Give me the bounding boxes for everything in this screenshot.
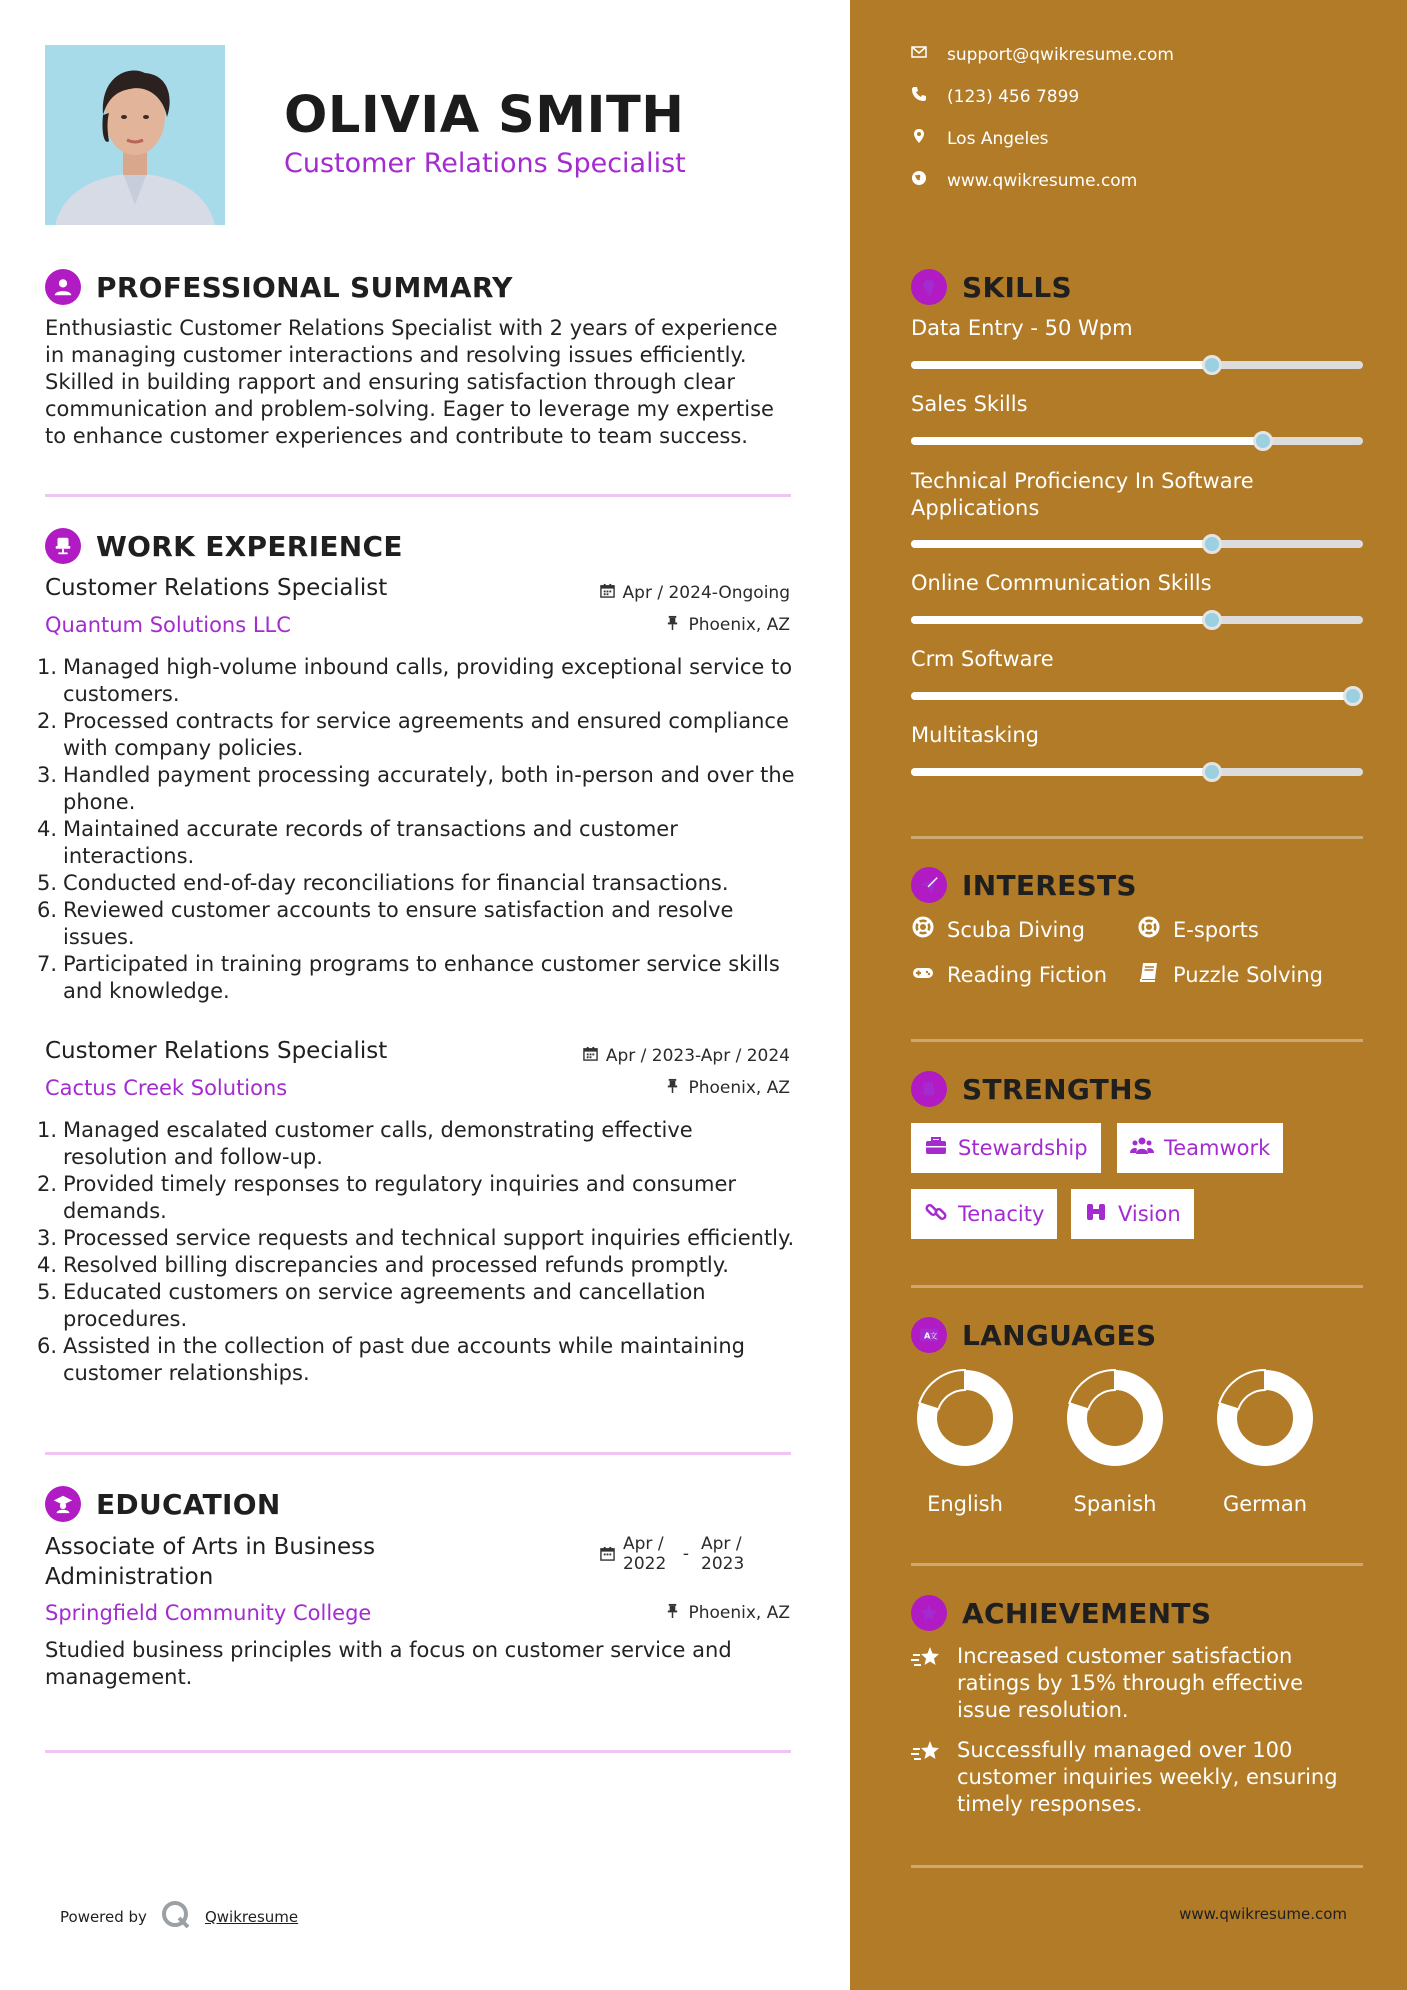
lifebuoy-icon	[1137, 915, 1161, 944]
achievement-text: Successfully managed over 100 customer inquiries weekly, ensuring timely responses.	[957, 1738, 1338, 1816]
divider	[911, 1039, 1363, 1042]
language-label: Spanish	[1073, 1492, 1157, 1516]
duty-item	[37, 897, 797, 951]
lightbulb-icon	[911, 269, 947, 305]
duty-number: 2.	[37, 1172, 58, 1196]
svg-text:A: A	[923, 1330, 931, 1341]
duty-number: 6.	[37, 898, 58, 922]
skill-bar-knob	[1343, 686, 1363, 706]
duty-text: Provided timely responses to regulatory inquiries and consumer demands.	[63, 1172, 736, 1223]
interest-item	[1137, 915, 1259, 944]
duty-text: Processed contracts for service agreements and ensured compliance with company policies.	[63, 709, 789, 760]
duty-item	[37, 654, 797, 708]
divider	[911, 1563, 1363, 1566]
duty-number: 7.	[37, 952, 58, 976]
interest-label: E-sports	[1173, 917, 1259, 942]
education-heading	[45, 1486, 281, 1522]
language-donut	[915, 1368, 1015, 1468]
duty-item	[37, 708, 797, 762]
users-icon	[1130, 1134, 1154, 1163]
skill-bar-fill	[911, 692, 1363, 700]
divider	[911, 836, 1363, 839]
skill-bar-fill	[911, 361, 1212, 369]
duty-number: 4.	[37, 1253, 58, 1277]
language-donut	[1215, 1368, 1315, 1468]
language-item	[910, 1368, 1020, 1516]
duty-text: Educated customers on service agreements and cancellation procedures.	[63, 1280, 706, 1331]
lifebuoy-icon	[911, 915, 935, 944]
shooting-star-icon	[911, 1737, 943, 1818]
calendar-icon	[600, 1546, 615, 1574]
shooting-star-icon	[911, 1643, 943, 1724]
calendar-icon	[583, 1046, 598, 1066]
duty-number: 1.	[37, 1118, 58, 1142]
briefcase-icon	[924, 1134, 948, 1163]
job-dates	[583, 1046, 790, 1066]
skill-name: Data Entry - 50 Wpm	[911, 316, 1133, 340]
skill-bar-fill	[911, 616, 1212, 624]
interest-label: Scuba Diving	[947, 917, 1085, 942]
link-icon	[924, 1200, 948, 1229]
skill-name: Online Communication Skills	[911, 571, 1212, 595]
duty-number: 1.	[37, 655, 58, 679]
strengths-heading	[911, 1071, 1153, 1107]
interest-item	[911, 915, 1085, 944]
duty-item	[37, 762, 797, 816]
duty-text: Participated in training programs to enhance customer service skills and knowledge.	[63, 952, 780, 1003]
job-dates-text: Apr / 2023-Apr / 2024	[605, 1046, 790, 1066]
contact-location-text: Los Angeles	[947, 128, 1049, 149]
translate-icon	[911, 1317, 947, 1353]
duty-item	[37, 1333, 797, 1387]
skill-name: Technical Proficiency In Software Applications	[911, 469, 1254, 520]
skill-bar	[911, 768, 1363, 776]
job-dates-text: Apr / 2024-Ongoing	[622, 583, 790, 603]
duty-text: Managed escalated customer calls, demonstrating effective resolution and follow-up.	[63, 1118, 693, 1169]
summary-text: Enthusiastic Customer Relations Specialist with 2 years of experience in managing customer interactions and resolving issues efficiently. Skilled in building rapport and ensuring satisfaction through clear communication and problem-solving. Eager to leverage my expertise to enhance customer experiences and contribute to team success.	[45, 316, 778, 448]
strength-tag	[1071, 1189, 1194, 1239]
duty-number: 6.	[37, 1334, 58, 1358]
candidate-title: Customer Relations Specialist	[284, 148, 686, 179]
duty-item	[37, 816, 797, 870]
strength-tag	[911, 1189, 1057, 1239]
skill-name: Multitasking	[911, 723, 1040, 747]
achievements-heading-label: ACHIEVEMENTS	[962, 1596, 1212, 1630]
skill-bar-knob	[1253, 431, 1273, 451]
contact-email-text[interactable]: support@qwikresume.com	[947, 44, 1174, 65]
powered-by-label: Powered by	[60, 1908, 147, 1926]
globe-icon	[911, 170, 927, 191]
language-item	[1210, 1368, 1320, 1516]
duty-number: 5.	[37, 871, 58, 895]
job-title: Customer Relations Specialist	[45, 575, 388, 601]
chair-icon	[45, 528, 81, 564]
interest-item	[911, 960, 1107, 989]
calendar-icon	[600, 583, 615, 603]
skills-heading	[911, 269, 1072, 305]
interest-label: Puzzle Solving	[1173, 962, 1323, 987]
map-marker-icon	[911, 128, 927, 149]
divider	[911, 1285, 1363, 1288]
skill-bar	[911, 692, 1363, 700]
star-badge-icon	[911, 1595, 947, 1631]
svg-text:文: 文	[929, 1331, 938, 1341]
degree: Associate of Arts in Business Administration	[45, 1534, 376, 1590]
education-location-text: Phoenix, AZ	[688, 1603, 790, 1623]
achievement-item	[911, 1737, 1363, 1818]
duty-text: Managed high-volume inbound calls, providing exceptional service to customers.	[63, 655, 793, 706]
contact-website-text[interactable]: www.qwikresume.com	[947, 170, 1138, 191]
graduate-icon	[45, 1486, 81, 1522]
duty-text: Conducted end-of-day reconciliations for financial transactions.	[63, 871, 729, 895]
job-duties-list	[37, 1117, 797, 1387]
duty-item	[37, 1225, 797, 1252]
envelope-icon	[911, 44, 927, 65]
language-label: English	[927, 1492, 1003, 1516]
date-separator: -	[682, 1544, 690, 1564]
interests-heading	[911, 867, 1137, 903]
experience-heading-label: WORK EXPERIENCE	[96, 529, 403, 563]
contact-phone	[911, 86, 1079, 107]
paper-plane-icon	[911, 867, 947, 903]
languages-heading	[911, 1317, 1156, 1353]
duty-item	[37, 1279, 797, 1333]
languages-heading-label: LANGUAGES	[962, 1318, 1157, 1352]
education-location	[665, 1603, 790, 1623]
job-location	[665, 615, 790, 635]
book-icon	[1137, 960, 1161, 989]
job-location	[665, 1078, 790, 1098]
skill-name: Crm Software	[911, 647, 1054, 671]
education-end: Apr / 2023	[701, 1534, 745, 1574]
contact-phone-text: (123) 456 7899	[947, 86, 1080, 107]
school-name: Springfield Community College	[45, 1601, 372, 1625]
language-item	[1060, 1368, 1170, 1516]
skill-bar	[911, 437, 1363, 445]
pin-icon	[665, 1078, 680, 1098]
divider	[45, 1452, 791, 1455]
interest-label: Reading Fiction	[947, 962, 1108, 987]
duty-number: 2.	[37, 709, 58, 733]
duty-number: 3.	[37, 763, 58, 787]
duty-text: Assisted in the collection of past due accounts while maintaining customer relationships.	[63, 1334, 745, 1385]
strength-label: Teamwork	[1164, 1136, 1271, 1160]
duty-text: Resolved billing discrepancies and processed refunds promptly.	[63, 1253, 729, 1277]
skill-name: Sales Skills	[911, 392, 1028, 416]
contact-location	[911, 128, 1049, 149]
achievement-item	[911, 1643, 1363, 1724]
candidate-name: OLIVIA SMITH	[284, 86, 685, 145]
company-name: Cactus Creek Solutions	[45, 1076, 288, 1100]
duty-item	[37, 1252, 797, 1279]
skill-bar	[911, 540, 1363, 548]
footer-website[interactable]: www.qwikresume.com	[1179, 1905, 1347, 1923]
strength-label: Stewardship	[958, 1136, 1088, 1160]
qwikresume-logo-icon	[161, 1900, 191, 1934]
divider	[45, 494, 791, 497]
duty-number: 4.	[37, 817, 58, 841]
education-heading-label: EDUCATION	[96, 1487, 281, 1521]
interest-item	[1137, 960, 1323, 989]
skill-bar	[911, 616, 1363, 624]
job-location-text: Phoenix, AZ	[688, 615, 790, 635]
contact-email	[911, 44, 1174, 65]
job-dates	[600, 583, 790, 603]
education-text: Studied business principles with a focus on customer service and management.	[45, 1638, 732, 1689]
experience-heading	[45, 528, 403, 564]
education-dates	[600, 1534, 749, 1574]
strength-tag	[911, 1123, 1101, 1173]
language-label: German	[1222, 1492, 1308, 1516]
divider	[911, 1865, 1363, 1868]
qwikresume-link[interactable]: Qwikresume	[204, 1908, 299, 1926]
duty-item	[37, 951, 797, 1005]
achievement-text: Increased customer satisfaction ratings by 15% through effective issue resolution.	[957, 1644, 1304, 1722]
duty-number: 5.	[37, 1280, 58, 1304]
profile-photo	[45, 45, 225, 225]
summary-heading-label: PROFESSIONAL SUMMARY	[96, 270, 513, 304]
strength-label: Vision	[1118, 1202, 1181, 1226]
pin-icon	[665, 1603, 680, 1623]
education-start: Apr / 2022	[623, 1534, 667, 1574]
gamepad-icon	[911, 960, 935, 989]
duty-text: Handled payment processing accurately, both in-person and over the phone.	[63, 763, 795, 814]
duty-text: Maintained accurate records of transactions and customer interactions.	[63, 817, 678, 868]
divider	[45, 1750, 791, 1753]
skill-bar-fill	[911, 768, 1212, 776]
skill-bar	[911, 361, 1363, 369]
strengths-heading-label: STRENGTHS	[962, 1072, 1154, 1106]
duty-number: 3.	[37, 1226, 58, 1250]
interests-heading-label: INTERESTS	[962, 868, 1137, 902]
pin-icon	[665, 615, 680, 635]
binoculars-icon	[1084, 1200, 1108, 1229]
fist-icon	[911, 1071, 947, 1107]
duty-text: Processed service requests and technical support inquiries efficiently.	[63, 1226, 795, 1250]
duty-item	[37, 1117, 797, 1171]
job-duties-list	[37, 654, 797, 1005]
skill-bar-fill	[911, 437, 1263, 445]
job-title: Customer Relations Specialist	[45, 1038, 388, 1064]
skills-heading-label: SKILLS	[962, 270, 1072, 304]
strength-label: Tenacity	[958, 1202, 1045, 1226]
skill-bar-fill	[911, 540, 1212, 548]
user-icon	[45, 269, 81, 305]
summary-heading	[45, 269, 513, 305]
duty-item	[37, 1171, 797, 1225]
powered-by	[60, 1900, 298, 1934]
language-donut	[1065, 1368, 1165, 1468]
job-location-text: Phoenix, AZ	[688, 1078, 790, 1098]
company-name: Quantum Solutions LLC	[45, 613, 291, 637]
duty-text: Reviewed customer accounts to ensure satisfaction and resolve issues.	[63, 898, 734, 949]
contact-website	[911, 170, 1137, 191]
achievements-heading	[911, 1595, 1211, 1631]
duty-item	[37, 870, 797, 897]
phone-icon	[911, 86, 927, 107]
strength-tag	[1117, 1123, 1283, 1173]
